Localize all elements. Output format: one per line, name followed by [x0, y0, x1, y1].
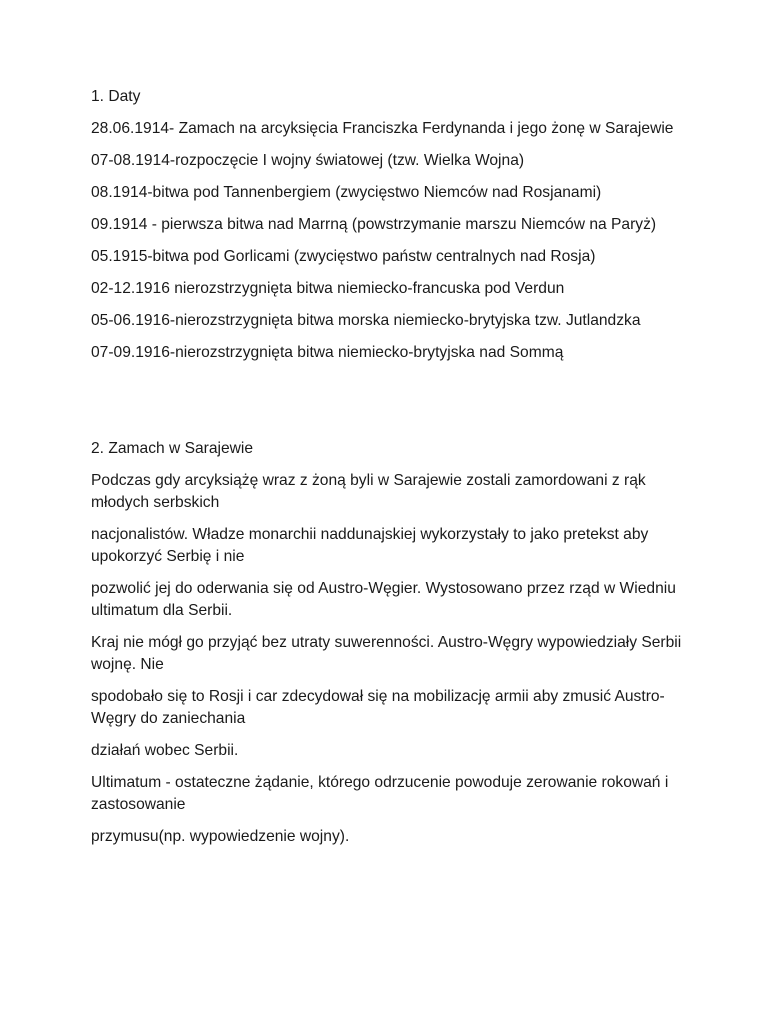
- body-paragraph: działań wobec Serbii.: [91, 742, 239, 759]
- date-entry: 02-12.1916 nierozstrzygnięta bitwa niemiecko-francuska pod Verdun: [91, 280, 565, 297]
- date-entry: 05.1915-bitwa pod Gorlicami (zwycięstwo państw centralnych nad Rosja): [91, 248, 596, 265]
- date-entry: 28.06.1914- Zamach na arcyksięcia Franciszka Ferdynanda i jego żonę w Sarajewie: [91, 120, 674, 137]
- body-paragraph: Podczas gdy arcyksiążę wraz z żoną byli w Sarajewie zostali zamordowani z rąk młodych serbskich: [91, 472, 646, 511]
- document-page: [91, 86, 691, 858]
- section-1-heading: 1. Daty: [91, 88, 141, 105]
- body-paragraph: Kraj nie mógł go przyjąć bez utraty suwerenności. Austro-Węgry wypowiedziały Serbii wojnę. Nie: [91, 634, 682, 673]
- body-paragraph: przymusu(np. wypowiedzenie wojny).: [91, 828, 350, 845]
- body-paragraph: pozwolić jej do oderwania się od Austro-Węgier. Wystosowano przez rząd w Wiedniu ultimatum dla Serbii.: [91, 580, 676, 619]
- date-entry: 07-09.1916-nierozstrzygnięta bitwa niemiecko-brytyjska nad Sommą: [91, 344, 564, 361]
- date-entry: 05-06.1916-nierozstrzygnięta bitwa morska niemiecko-brytyjska tzw. Jutlandzka: [91, 312, 641, 329]
- body-paragraph: spodobało się to Rosji i car zdecydował się na mobilizację armii aby zmusić Austro-Węgry do zaniechania: [91, 688, 665, 727]
- section-spacer: [91, 374, 691, 438]
- body-paragraph: Ultimatum - ostateczne żądanie, którego odrzucenie powoduje zerowanie rokowań i zastosowanie: [91, 774, 669, 813]
- date-entry: 09.1914 - pierwsza bitwa nad Marrną (powstrzymanie marszu Niemców na Paryż): [91, 216, 657, 233]
- date-entry: 07-08.1914-rozpoczęcie I wojny światowej (tzw. Wielka Wojna): [91, 152, 525, 169]
- date-entry: 08.1914-bitwa pod Tannenbergiem (zwycięstwo Niemców nad Rosjanami): [91, 184, 602, 201]
- body-paragraph: nacjonalistów. Władze monarchii naddunajskiej wykorzystały to jako pretekst aby upokorzyć Serbię i nie: [91, 526, 649, 565]
- section-2-heading: 2. Zamach w Sarajewie: [91, 440, 254, 457]
